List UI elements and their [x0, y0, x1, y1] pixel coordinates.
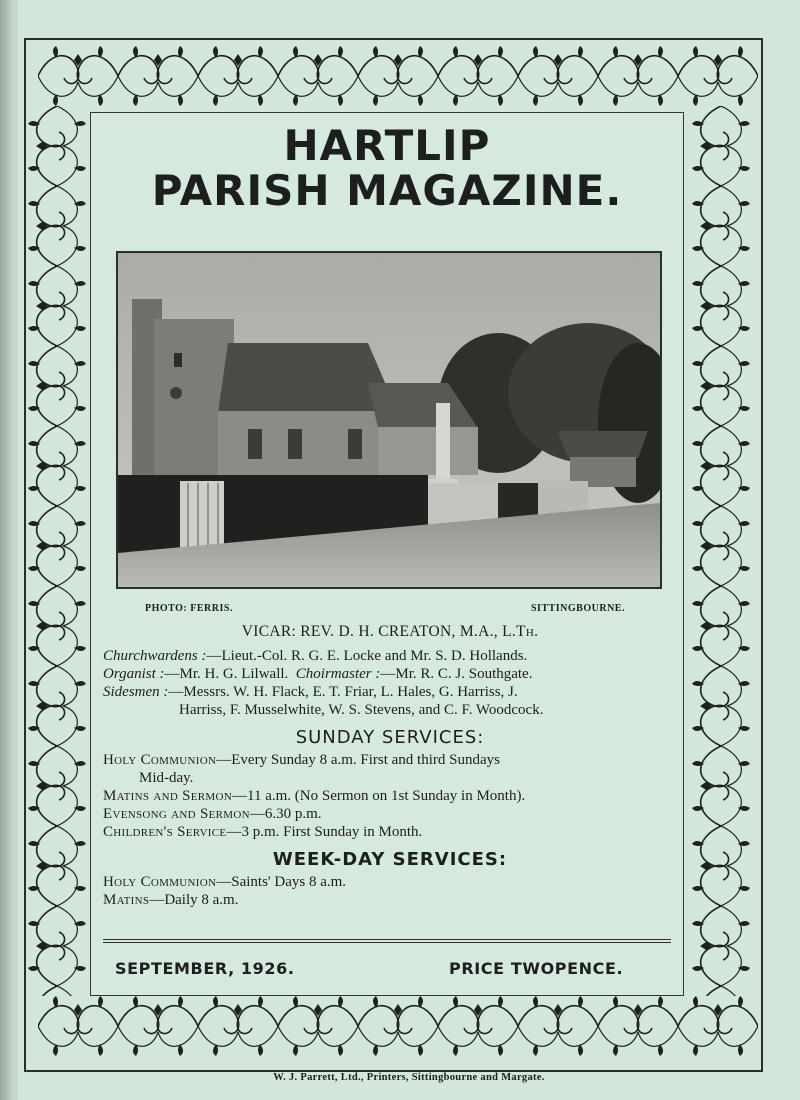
floral-border-icon: [38, 44, 758, 108]
parish-details: [103, 623, 677, 909]
title-line-2: PARISH MAGAZINE.: [151, 166, 623, 216]
photo-credit: PHOTO: FERRIS.: [145, 603, 233, 614]
service-item: Matins and Sermon—11 a.m. (No Sermon on 1st Sunday in Month).: [103, 788, 526, 804]
printer-imprint: W. J. Parrett, Ltd., Printers, Sittingbourne and Margate.: [273, 1072, 545, 1083]
magazine-cover: [18, 0, 800, 1100]
churchwardens-line: Churchwardens :—Lieut.-Col. R. G. E. Locke and Mr. S. D. Hollands.: [103, 648, 528, 664]
service-item: Evensong and Sermon—6.30 p.m.: [103, 806, 322, 822]
sidesmen-line-2: Harriss, F. Musselwhite, W. S. Stevens, and C. F. Woodcock.: [179, 702, 544, 718]
sunday-services-heading: SUNDAY SERVICES:: [295, 727, 485, 748]
title-line-1: HARTLIP: [283, 121, 491, 170]
issue-date: SEPTEMBER, 1926.: [115, 959, 295, 978]
floral-border-icon: [690, 106, 752, 996]
divider: [103, 942, 671, 943]
organist-line: Organist :—Mr. H. G. Lilwall. Choirmaster :—Mr. R. C. J. Southgate.: [103, 666, 533, 682]
floral-border-icon: [38, 994, 758, 1058]
church-photograph: [116, 251, 662, 589]
floral-border-icon: [26, 106, 88, 996]
service-item-continued: Mid-day.: [139, 770, 194, 786]
magazine-title: [91, 123, 683, 214]
photo-location: SITTINGBOURNE.: [531, 603, 625, 614]
cover-panel: [90, 112, 684, 996]
service-item: Matins—Daily 8 a.m.: [103, 892, 239, 908]
divider: [103, 939, 671, 940]
sidesmen-line: Sidesmen :—Messrs. W. H. Flack, E. T. Friar, L. Hales, G. Harriss, J.: [103, 684, 518, 700]
issue-price: PRICE TWOPENCE.: [449, 959, 624, 978]
binding-spine: [0, 0, 18, 1100]
service-item: Holy Communion—Saints' Days 8 a.m.: [103, 874, 347, 890]
service-item: Holy Communion—Every Sunday 8 a.m. First and third Sundays: [103, 752, 500, 768]
vicar-line: VICAR: REV. D. H. CREATON, M.A., L.Th.: [241, 623, 539, 640]
service-item: Children's Service—3 p.m. First Sunday in Month.: [103, 824, 423, 840]
weekday-services-heading: WEEK-DAY SERVICES:: [272, 849, 508, 870]
